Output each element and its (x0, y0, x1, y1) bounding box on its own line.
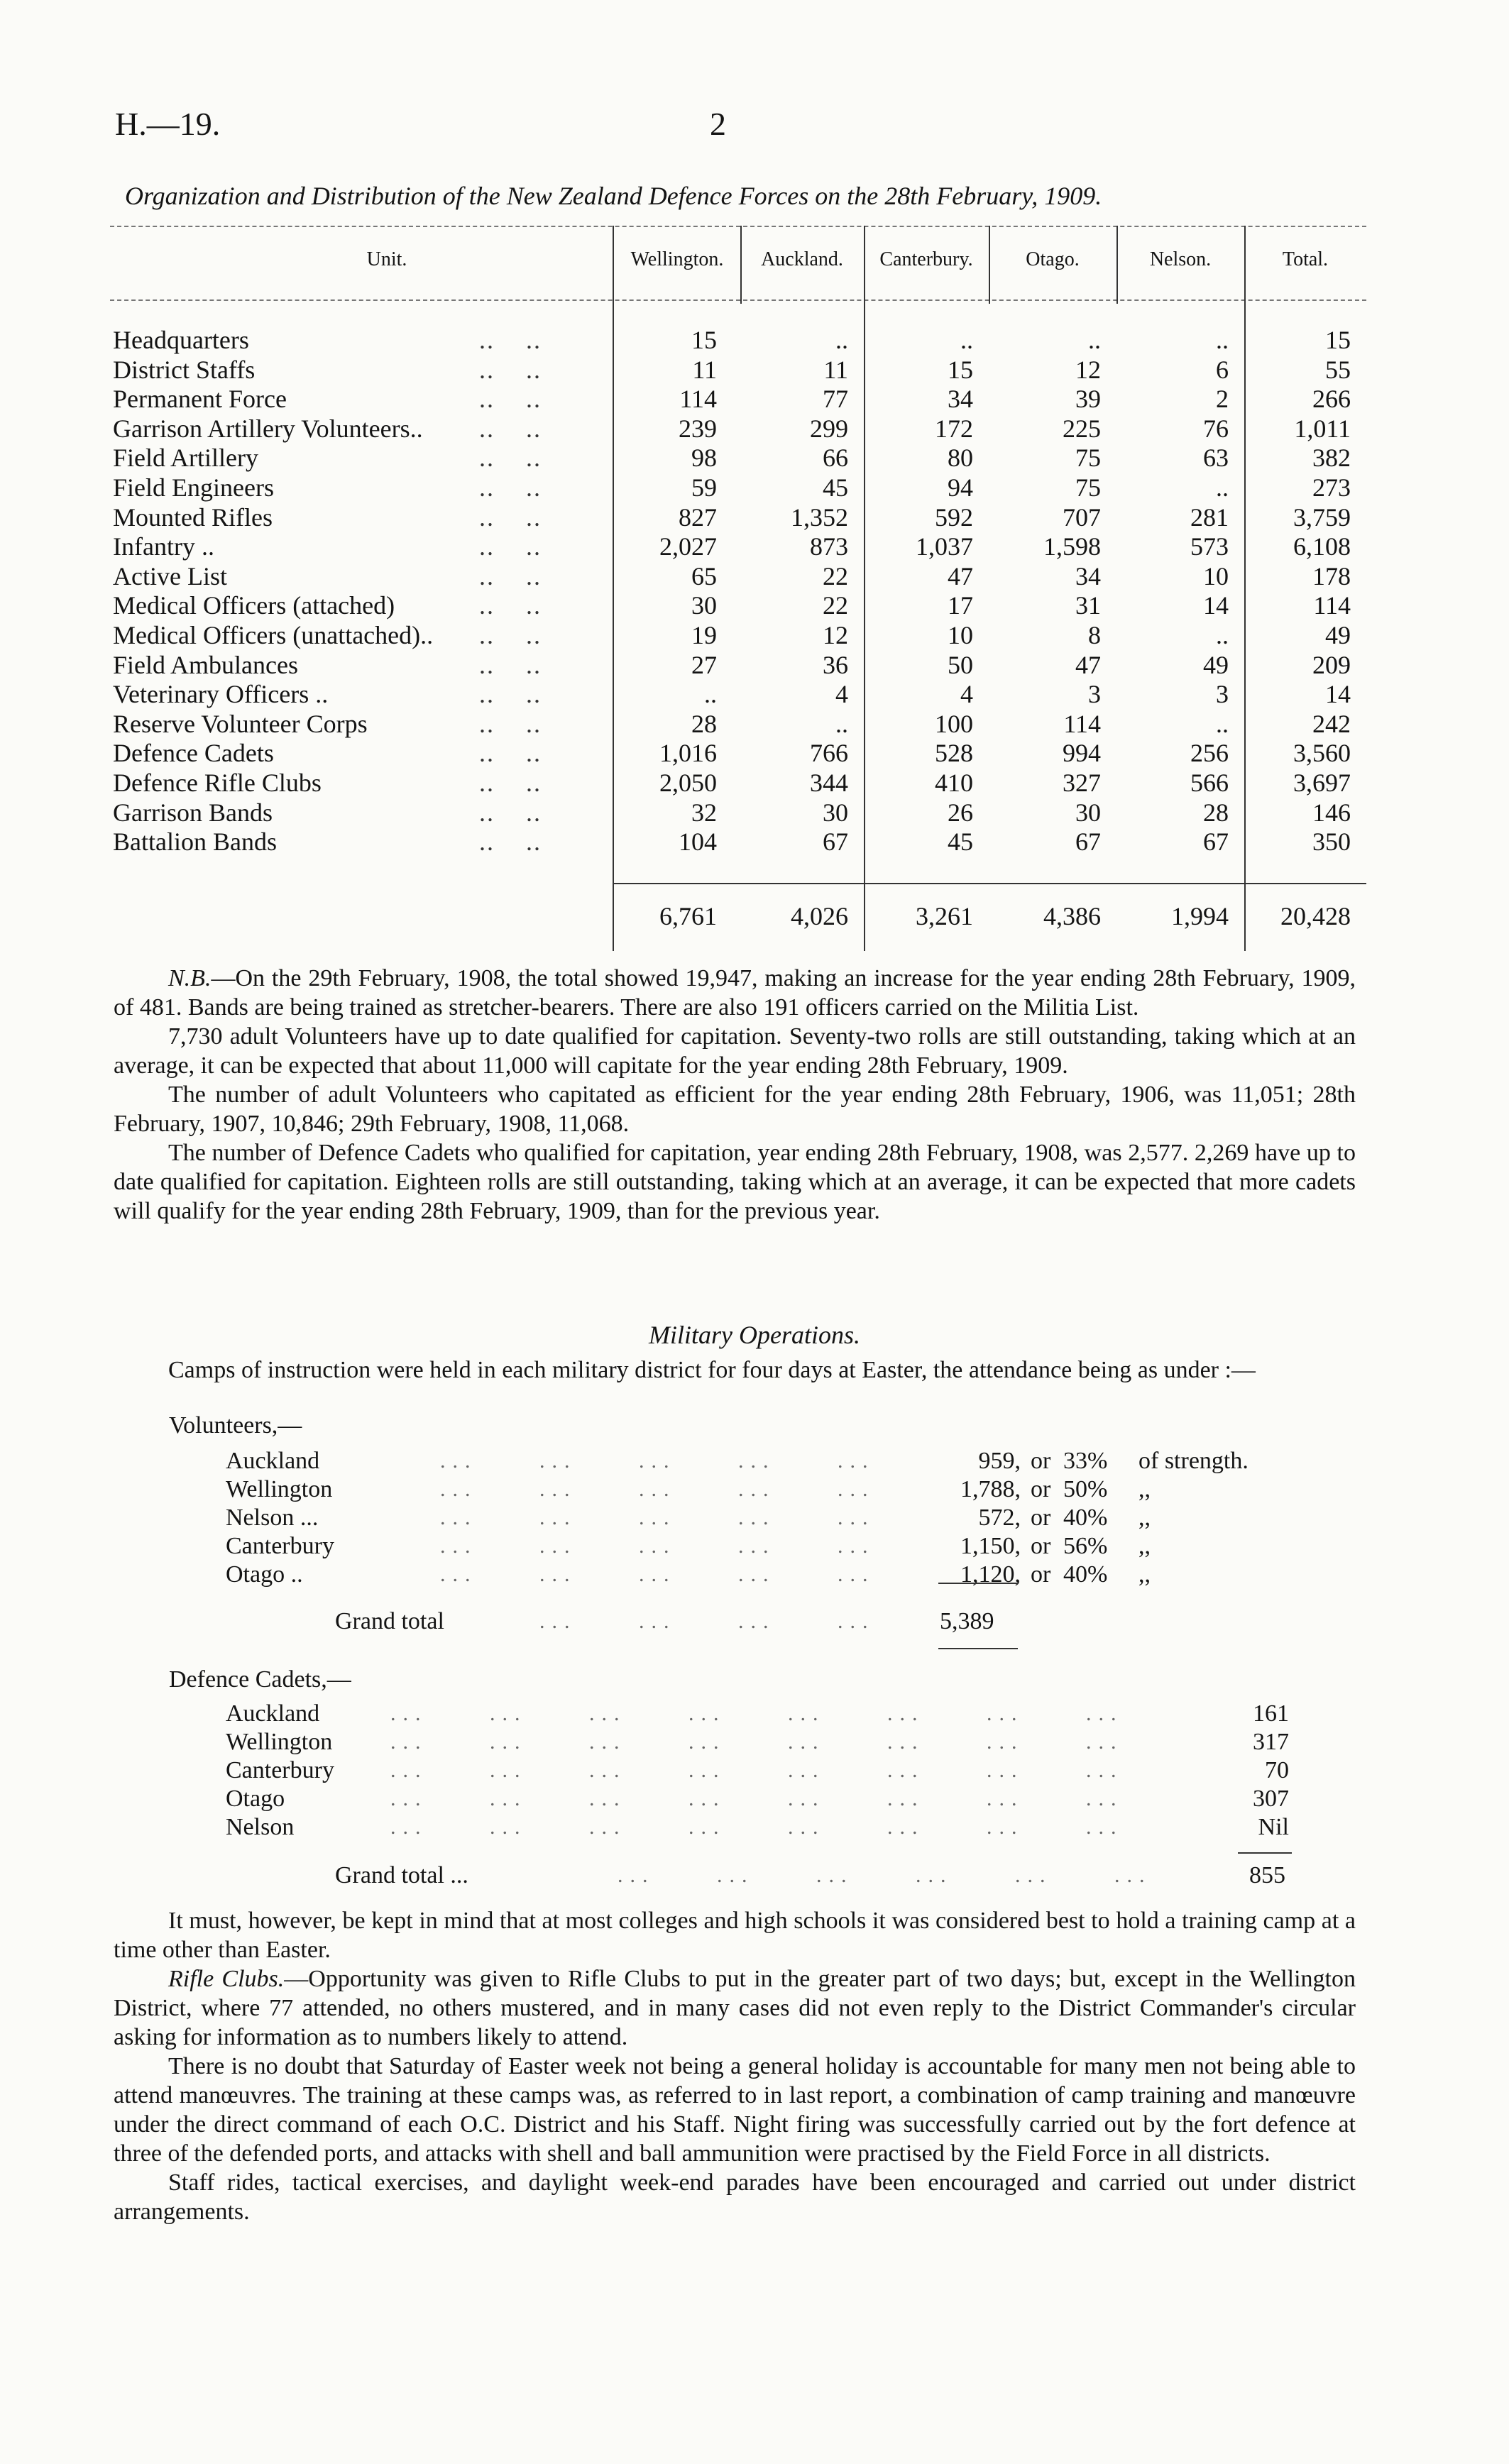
value-cell: 1,011 (1294, 414, 1351, 443)
value-cell: 114 (1313, 591, 1351, 620)
leader-dots: .. .. (479, 827, 542, 857)
value-cell: 100 (935, 709, 973, 738)
value-cell: 49 (1203, 650, 1229, 679)
leader-dots: .. .. (479, 444, 542, 473)
value-cell: 76 (1203, 414, 1229, 443)
value-cell: 80 (948, 444, 973, 473)
volunteer-percent: 50% (1063, 1476, 1108, 1502)
value-cell: 273 (1312, 473, 1351, 502)
value-cell: 50 (948, 650, 973, 679)
value-cell: 12 (823, 621, 848, 649)
or-text: or (1031, 1476, 1051, 1502)
value-cell: .. (1216, 326, 1229, 354)
distribution-table (110, 226, 1366, 951)
leader-dots: ... ... ... ... ... ... ... ... (390, 1815, 1124, 1839)
unit-name: Battalion Bands (113, 827, 277, 857)
value-cell: 146 (1312, 798, 1351, 827)
leader-dots: .. .. (479, 326, 542, 354)
value-cell: 31 (1075, 591, 1101, 620)
unit-name: Defence Rifle Clubs (113, 769, 322, 797)
value-cell: 827 (679, 502, 717, 532)
table-row (110, 532, 1366, 561)
value-cell: 12 (1075, 355, 1101, 384)
leader-dots: ... ... ... ... ... ... ... ... (390, 1702, 1124, 1725)
easter-paragraph: There is no doubt that Saturday of Easter week not being a general holiday is accountable for many men not being able to attend manœuvres. The training at these camps was, as referred to in last report, a combination of camp training and manœuvre under the direct command of each O.C. District and his Staff. Night firing was successfully carried out by the fort defence at three of the defended ports, and attacks with shell and ball ammunition were practised by the Field Force in all districts. (114, 2053, 1356, 2167)
value-cell: 178 (1312, 561, 1351, 590)
rifle-clubs-paragraph (114, 1964, 1356, 2052)
volunteer-attendance: 1,150, (960, 1533, 1021, 1559)
leader-dots: .. .. (479, 591, 542, 620)
value-cell: 1,352 (791, 502, 848, 532)
staff-rides-paragraph: Staff rides, tactical exercises, and daylight week-end parades have been encouraged and carried out under district arrangements. (114, 2169, 1356, 2225)
unit-name: Field Engineers (113, 473, 274, 502)
leader-dots: ... ... ... ... ... ... ... ... (390, 1759, 1124, 1782)
capitation-paragraph: 7,730 adult Volunteers have up to date qualified for capitation. Seventy-two rolls are still outstanding, taking which at an average, it can be expected that about 11,000 will capitate for the year ending 28th February, 1909. (114, 1023, 1356, 1079)
value-cell: 225 (1063, 414, 1101, 443)
volunteer-district: Canterbury (226, 1533, 334, 1559)
table-row (110, 738, 1366, 768)
efficiency-paragraph: The number of adult Volunteers who capitated as efficient for the year ending 28th February, 1906, was 11,051; 28th February, 1907, 10,846; 29th February, 1908, 11,068. (114, 1082, 1356, 1137)
value-cell: .. (835, 709, 848, 738)
value-cell: 266 (1312, 385, 1351, 414)
volunteer-district: Otago .. (226, 1561, 303, 1588)
unit-name: Infantry .. (113, 532, 214, 561)
value-cell: 63 (1203, 444, 1229, 473)
total-cell: 4,026 (791, 902, 848, 930)
value-cell: 32 (691, 798, 717, 827)
value-cell: 1,037 (916, 532, 973, 561)
leader-dots: .. .. (479, 385, 542, 414)
leader-dots: ... ... ... ... ... ... (618, 1864, 1152, 1887)
value-cell: 299 (810, 414, 848, 443)
unit-name: Mounted Rifles (113, 502, 273, 532)
value-cell: 15 (948, 355, 973, 384)
leader-dots: ... ... ... ... ... ... ... ... (390, 1730, 1124, 1754)
value-cell: 77 (823, 385, 848, 414)
value-cell: 766 (810, 739, 848, 768)
col-header-unit: Unit. (366, 248, 407, 270)
volunteer-attendance: 1,120, (960, 1561, 1021, 1588)
camps-intro-text: Camps of instruction were held in each military district for four days at Easter, the attendance being as under :— (168, 1357, 1256, 1383)
total-cell: 6,761 (659, 902, 717, 930)
table-row (110, 414, 1366, 444)
volunteer-attendance: 1,788, (960, 1476, 1021, 1502)
col-header-otago: Otago. (1026, 248, 1080, 270)
volunteer-district: Nelson ... (226, 1505, 319, 1531)
nb-label: N.B. (168, 965, 212, 991)
cadets-paragraph: The number of Defence Cadets who qualified for capitation, year ending 28th February, 1908, was 2,577. 2,269 have up to date qualified for capitation. Eighteen rolls are still outstanding, taking which at an average, it can be expected that more cadets will qualify for the year ending 28th February, 1909, than for the previous year. (114, 1140, 1356, 1224)
value-cell: 22 (823, 561, 848, 590)
value-cell: 59 (691, 473, 717, 502)
volunteer-percent: 33% (1063, 1448, 1108, 1474)
value-cell: 3 (1088, 680, 1101, 709)
leader-dots: .. .. (479, 502, 542, 532)
volunteers-label: Volunteers,— (169, 1412, 302, 1439)
value-cell: 66 (823, 444, 848, 473)
unit-name: Garrison Bands (113, 798, 273, 827)
value-cell: 2 (1216, 385, 1229, 414)
strength-note: of strength. (1138, 1448, 1249, 1474)
value-cell: 34 (948, 385, 973, 414)
colleges-paragraph: It must, however, be kept in mind that at most colleges and high schools it was considered best to hold a training camp at a time other than Easter. (114, 1908, 1356, 1963)
value-cell: 75 (1075, 473, 1101, 502)
value-cell: 67 (1203, 827, 1229, 857)
value-cell: 528 (935, 739, 973, 768)
total-cell: 20,428 (1280, 902, 1351, 930)
value-cell: 19 (691, 621, 717, 649)
cadet-attendance: Nil (1258, 1814, 1289, 1840)
col-header-canterbury: Canterbury. (879, 248, 973, 270)
or-text: or (1031, 1448, 1051, 1474)
cadet-district: Otago (226, 1786, 285, 1812)
value-cell: .. (1216, 621, 1229, 649)
value-cell: 242 (1312, 709, 1351, 738)
strength-note: ,, (1138, 1533, 1151, 1559)
value-cell: 15 (691, 326, 717, 354)
value-cell: 350 (1312, 827, 1351, 857)
value-cell: .. (1216, 473, 1229, 502)
leader-dots: .. .. (479, 769, 542, 797)
unit-name: Defence Cadets (113, 739, 274, 768)
leader-dots: ... ... ... ... ... (440, 1506, 875, 1529)
value-cell: 75 (1075, 444, 1101, 473)
value-cell: 22 (823, 591, 848, 620)
leader-dots: ... ... ... ... ... (440, 1478, 875, 1501)
leader-dots: .. .. (479, 532, 542, 561)
value-cell: 47 (1075, 650, 1101, 679)
military-operations-heading: Military Operations. (649, 1321, 860, 1349)
leader-dots: .. .. (479, 621, 542, 649)
cadets-label: Defence Cadets,— (169, 1666, 351, 1693)
value-cell: .. (1088, 326, 1101, 354)
col-header-total: Total. (1282, 248, 1329, 270)
value-cell: 994 (1063, 739, 1101, 768)
volunteer-district: Auckland (226, 1448, 320, 1474)
value-cell: 11 (692, 355, 717, 384)
value-cell: 256 (1190, 739, 1229, 768)
table-row (110, 473, 1366, 502)
table-row (110, 325, 1366, 355)
value-cell: .. (1216, 709, 1229, 738)
value-cell: 67 (823, 827, 848, 857)
value-cell: 28 (691, 709, 717, 738)
value-cell: 30 (1075, 798, 1101, 827)
value-cell: 873 (810, 532, 848, 561)
value-cell: 11 (823, 355, 848, 384)
value-cell: 209 (1312, 650, 1351, 679)
table-totals-row (110, 901, 1366, 931)
value-cell: 3,759 (1293, 502, 1351, 532)
unit-name: District Staffs (113, 355, 256, 384)
cadet-attendance: 317 (1253, 1729, 1289, 1755)
value-cell: 34 (1075, 561, 1101, 590)
value-cell: 410 (935, 769, 973, 797)
table-row (110, 620, 1366, 650)
value-cell: 10 (1203, 561, 1229, 590)
cadets-total: 855 (1249, 1862, 1285, 1888)
volunteer-percent: 40% (1063, 1505, 1108, 1531)
leader-dots: ... ... ... ... ... (440, 1534, 875, 1558)
value-cell: .. (835, 326, 848, 354)
value-cell: 566 (1190, 769, 1229, 797)
table-title: Organization and Distribution of the New Zealand Defence Forces on the 28th February, 1909. (125, 182, 1102, 210)
leader-dots: ... ... ... ... (539, 1610, 875, 1633)
value-cell: 3,697 (1293, 769, 1351, 797)
value-cell: 49 (1325, 621, 1351, 649)
value-cell: 6 (1216, 355, 1229, 384)
unit-name: Headquarters (113, 326, 249, 354)
value-cell: 8 (1088, 621, 1101, 649)
cadets-total-label: Grand total ... (335, 1862, 468, 1888)
leader-dots: .. .. (479, 561, 542, 590)
value-cell: 47 (948, 561, 973, 590)
closing-block (114, 1906, 1356, 2226)
value-cell: 45 (823, 473, 848, 502)
table-row (110, 502, 1366, 532)
value-cell: 344 (810, 769, 848, 797)
total-cell: 3,261 (916, 902, 973, 930)
value-cell: 573 (1190, 532, 1229, 561)
unit-name: Reserve Volunteer Corps (113, 709, 368, 738)
leader-dots: .. .. (479, 680, 542, 709)
value-cell: 3,560 (1293, 739, 1351, 768)
table-row (110, 561, 1366, 591)
value-cell: 39 (1075, 385, 1101, 414)
table-row (110, 709, 1366, 739)
value-cell: 17 (948, 591, 973, 620)
leader-dots: ... ... ... ... ... ... ... ... (390, 1787, 1124, 1810)
value-cell: 28 (1203, 798, 1229, 827)
table-row (110, 768, 1366, 798)
rifle-clubs-text: —Opportunity was given to Rifle Clubs to put in the greater part of two days; but, except in the Wellington District, where 77 attended, no others mustered, and in many cases did not even reply to the District Commander's circular asking for information as to numbers likely to attend. (114, 1966, 1356, 2050)
value-cell: 6,108 (1293, 532, 1351, 561)
page-number: 2 (710, 106, 726, 142)
cadet-district: Canterbury (226, 1757, 334, 1783)
volunteer-percent: 56% (1063, 1533, 1108, 1559)
cadet-district: Nelson (226, 1814, 295, 1840)
or-text: or (1031, 1505, 1051, 1531)
leader-dots: .. .. (479, 355, 542, 384)
value-cell: 592 (935, 502, 973, 532)
leader-dots: .. .. (479, 798, 542, 827)
value-cell: 239 (679, 414, 717, 443)
col-header-nelson: Nelson. (1149, 248, 1212, 270)
leader-dots: .. .. (479, 709, 542, 738)
leader-dots: ... ... ... ... ... (440, 1563, 875, 1586)
table-row (110, 679, 1366, 709)
value-cell: 104 (679, 827, 717, 857)
unit-name: Active List (113, 561, 227, 590)
value-cell: 2,050 (659, 769, 717, 797)
value-cell: 114 (679, 385, 717, 414)
cadet-district: Wellington (226, 1729, 333, 1755)
table-row (110, 798, 1366, 827)
unit-name: Field Ambulances (113, 650, 298, 679)
total-cell: 1,994 (1171, 902, 1229, 930)
value-cell: 1,016 (659, 739, 717, 768)
value-cell: 4 (960, 680, 973, 709)
table-row (110, 384, 1366, 414)
total-cell: 4,386 (1043, 902, 1101, 930)
table-row (110, 650, 1366, 680)
col-header-auckland: Auckland. (761, 248, 843, 270)
volunteer-district: Wellington (226, 1476, 333, 1502)
value-cell: .. (704, 680, 717, 709)
col-header-wellington: Wellington. (630, 248, 724, 270)
value-cell: 15 (1325, 326, 1351, 354)
value-cell: 327 (1063, 769, 1101, 797)
value-cell: 281 (1190, 502, 1229, 532)
cadet-attendance: 161 (1253, 1700, 1289, 1727)
value-cell: 2,027 (659, 532, 717, 561)
value-cell: 67 (1075, 827, 1101, 857)
volunteer-percent: 40% (1063, 1561, 1108, 1588)
report-reference: H.—19. (115, 106, 221, 142)
value-cell: 26 (948, 798, 973, 827)
table-row (110, 443, 1366, 473)
unit-name: Garrison Artillery Volunteers.. (113, 414, 423, 443)
unit-name: Medical Officers (attached) (113, 591, 395, 620)
strength-note: ,, (1138, 1561, 1151, 1588)
volunteers-total: 5,389 (940, 1608, 994, 1634)
value-cell: 10 (948, 621, 973, 649)
value-cell: 114 (1063, 709, 1101, 738)
rifle-clubs-label: Rifle Clubs. (168, 1966, 285, 1992)
value-cell: 45 (948, 827, 973, 857)
strength-note: ,, (1138, 1505, 1151, 1531)
value-cell: 55 (1325, 355, 1351, 384)
value-cell: .. (960, 326, 973, 354)
notes-block (114, 964, 1356, 1226)
nb-paragraph (114, 964, 1356, 1022)
camps-intro (114, 1355, 1356, 1385)
value-cell: 27 (691, 650, 717, 679)
table-row (110, 590, 1366, 620)
or-text: or (1031, 1533, 1051, 1559)
cadet-attendance: 70 (1265, 1757, 1289, 1783)
leader-dots: .. .. (479, 650, 542, 679)
value-cell: 65 (691, 561, 717, 590)
unit-name: Field Artillery (113, 444, 258, 473)
leader-dots: .. .. (479, 414, 542, 443)
value-cell: 14 (1325, 680, 1351, 709)
nb-text: —On the 29th February, 1908, the total showed 19,947, making an increase for the year ending 28th February, 1909, of 481. Bands are being trained as stretcher-bearers. There are also 191 officers carried on the Militia List. (114, 965, 1356, 1021)
value-cell: 707 (1063, 502, 1101, 532)
cadet-district: Auckland (226, 1700, 320, 1727)
value-cell: 4 (835, 680, 848, 709)
value-cell: 172 (935, 414, 973, 443)
value-cell: 94 (948, 473, 973, 502)
value-cell: 98 (691, 444, 717, 473)
value-cell: 30 (691, 591, 717, 620)
table-row (110, 355, 1366, 385)
value-cell: 14 (1203, 591, 1229, 620)
value-cell: 3 (1216, 680, 1229, 709)
or-text: or (1031, 1561, 1051, 1588)
table-row (110, 827, 1366, 857)
value-cell: 382 (1312, 444, 1351, 473)
unit-name: Permanent Force (113, 385, 287, 414)
unit-name: Veterinary Officers .. (113, 680, 329, 709)
cadet-attendance: 307 (1253, 1786, 1289, 1812)
value-cell: 36 (823, 650, 848, 679)
unit-name: Medical Officers (unattached).. (113, 621, 434, 649)
value-cell: 1,598 (1043, 532, 1101, 561)
volunteers-total-label: Grand total (335, 1608, 444, 1634)
volunteer-attendance: 572, (978, 1505, 1021, 1531)
value-cell: 30 (823, 798, 848, 827)
volunteer-attendance: 959, (978, 1448, 1021, 1474)
strength-note: ,, (1138, 1476, 1151, 1502)
leader-dots: ... ... ... ... ... (440, 1449, 875, 1473)
leader-dots: .. .. (479, 739, 542, 768)
leader-dots: .. .. (479, 473, 542, 502)
